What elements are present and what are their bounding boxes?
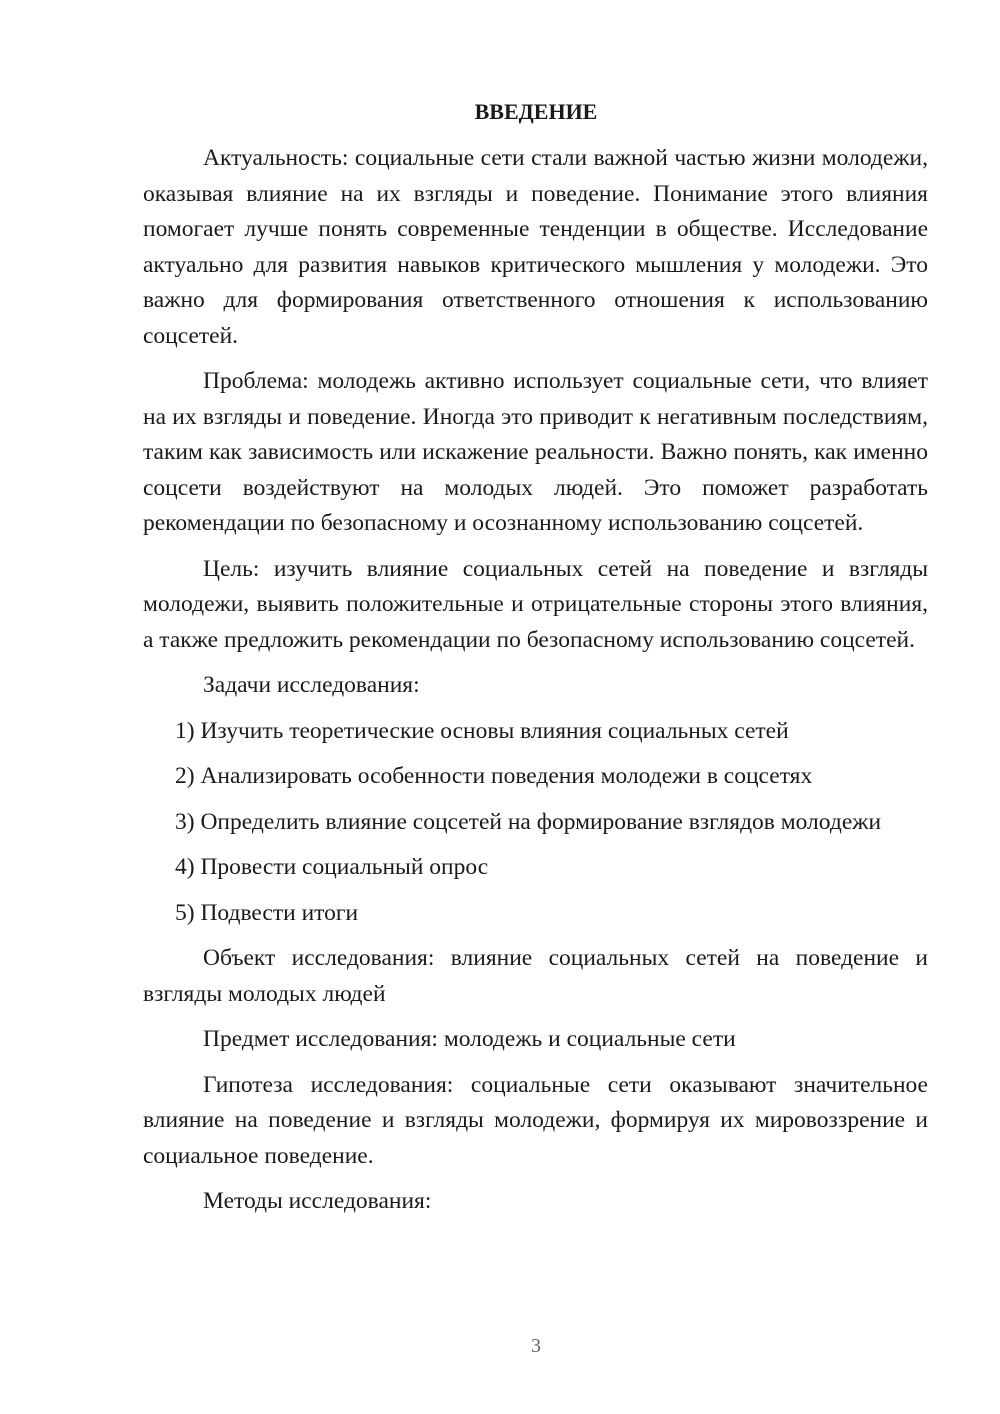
page-number: 3 <box>531 1335 541 1357</box>
subject-paragraph: Предмет исследования: молодежь и социальные сети <box>203 1026 736 1052</box>
task-item: 3) Определить влияние соцсетей на формирование взглядов молодежи <box>175 808 882 835</box>
document-body <box>143 141 928 1230</box>
relevance-paragraph: Актуальность: социальные сети стали важной частью жизни молодежи, оказывая влияние на их взгляды и поведение. Понимание этого влияния помогает лучше понять современные тенденции в обществе. Исследование актуально для развития навыков критического мышления у молодежи. Это важно для формирования ответственного отношения к использованию соцсетей. <box>143 145 928 349</box>
methods-title: Методы исследования: <box>203 1188 432 1214</box>
task-item: 4) Провести социальный опрос <box>175 854 489 880</box>
task-item: 2) Анализировать особенности поведения молодежи в соцсетях <box>175 763 813 789</box>
tasks-title: Задачи исследования: <box>203 672 420 698</box>
goal-paragraph: Цель: изучить влияние социальных сетей на поведение и взгляды молодежи, выявить положительные и отрицательные стороны этого влияния, а также предложить рекомендации по безопасному использованию соцсетей. <box>143 555 928 653</box>
section-heading: ВВЕДЕНИЕ <box>474 99 598 124</box>
task-item: 1) Изучить теоретические основы влияния социальных сетей <box>175 717 789 744</box>
problem-paragraph: Проблема: молодежь активно использует социальные сети, что влияет на их взгляды и поведение. Иногда это приводит к негативным последствиям, таким как зависимость или искажение реальности. Важно понять, как именно соцсети воздействуют на молодых людей. Это поможет разработать рекомендации по безопасному и осознанному использованию соцсетей. <box>143 368 928 536</box>
task-item: 5) Подвести итоги <box>175 899 359 926</box>
object-paragraph: Объект исследования: влияние социальных сетей на поведение и взгляды молодых людей <box>143 945 928 1007</box>
hypothesis-paragraph: Гипотеза исследования: социальные сети оказывают значительное влияние на поведение и взгляды молодежи, формируя их мировоззрение и социальное поведение. <box>143 1071 928 1169</box>
